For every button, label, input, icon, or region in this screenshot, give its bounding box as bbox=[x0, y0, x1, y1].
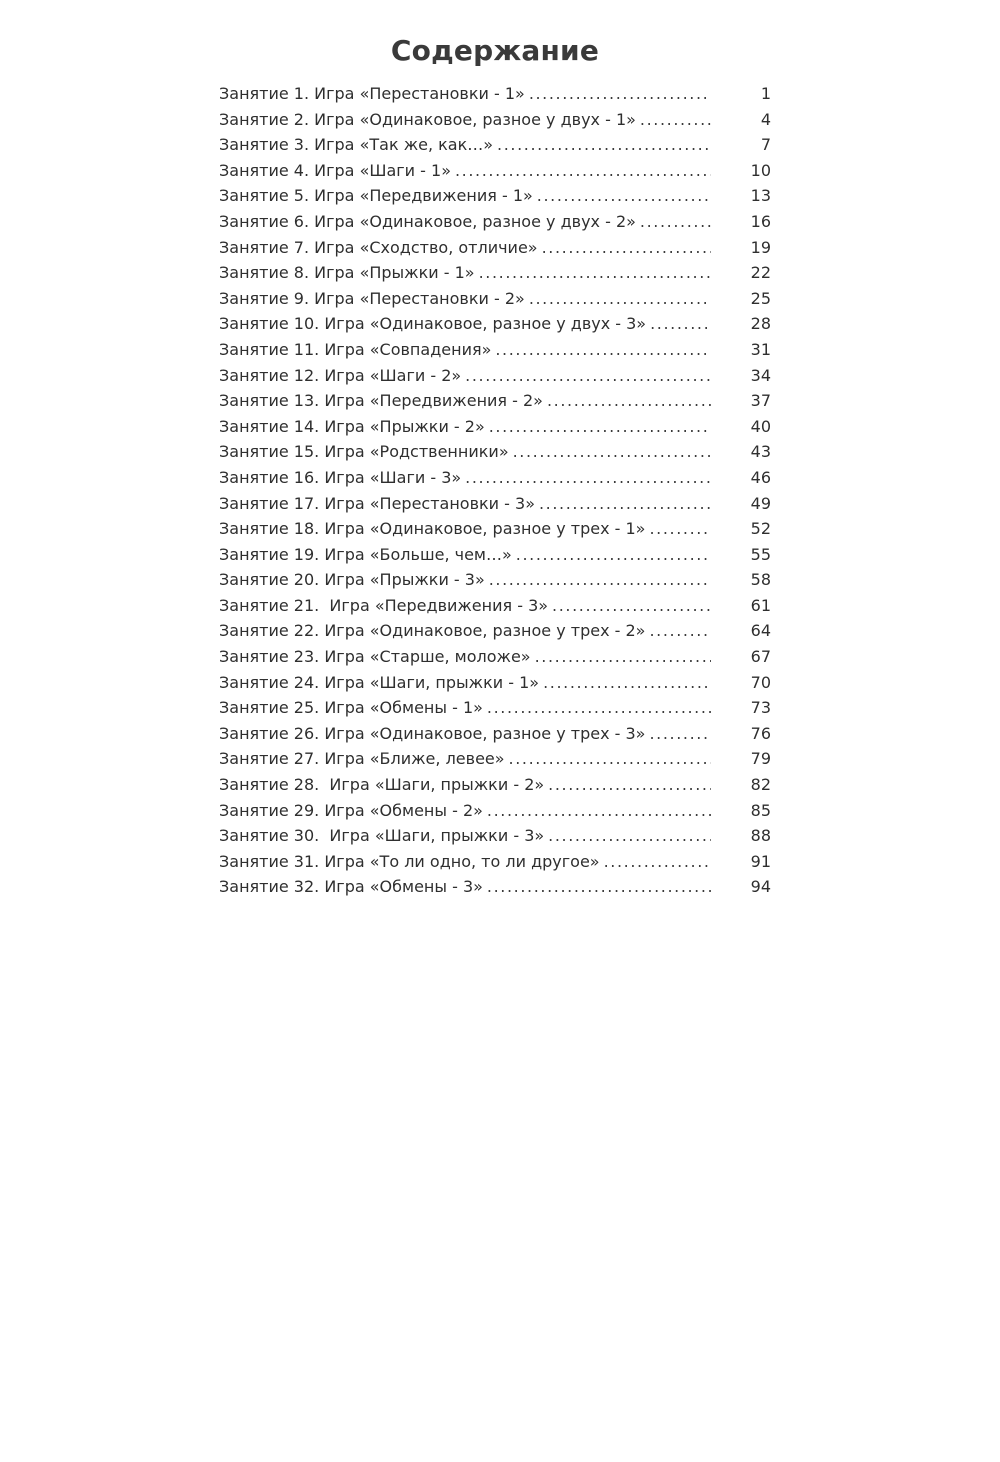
toc-entry-25[interactable] bbox=[219, 698, 771, 724]
toc-page-number: 40 bbox=[750, 416, 771, 436]
toc-entry-text: Занятие 11. Игра «Совпадения» bbox=[219, 339, 492, 359]
toc-entry-text: Занятие 32. Игра «Обмены - 3» bbox=[219, 877, 483, 897]
dot-leader bbox=[640, 212, 711, 231]
toc-page-number: 70 bbox=[750, 672, 771, 692]
dot-leader bbox=[487, 801, 711, 820]
dot-leader bbox=[552, 596, 711, 615]
toc-entry-17[interactable] bbox=[219, 494, 771, 520]
toc-page-number: 49 bbox=[750, 493, 771, 513]
toc-entry-label bbox=[219, 494, 711, 513]
dot-leader bbox=[649, 724, 711, 743]
dot-leader bbox=[529, 84, 711, 103]
toc-entry-3[interactable] bbox=[219, 135, 771, 161]
toc-page-number: 25 bbox=[750, 288, 771, 308]
toc-entry-32[interactable] bbox=[219, 877, 771, 903]
toc-entry-text: Занятие 1. Игра «Перестановки - 1» bbox=[219, 84, 525, 103]
dot-leader bbox=[489, 570, 711, 589]
toc-page-number: 37 bbox=[750, 391, 771, 411]
toc-entry-28[interactable] bbox=[219, 775, 771, 801]
toc-entry-2[interactable] bbox=[219, 110, 771, 136]
toc-page-number: 76 bbox=[750, 723, 771, 743]
toc-entry-label bbox=[219, 442, 711, 461]
dot-leader bbox=[649, 621, 711, 640]
toc-page-number: 10 bbox=[750, 160, 771, 180]
dot-leader bbox=[604, 852, 711, 871]
toc-entry-label bbox=[219, 468, 711, 487]
toc-page-number: 82 bbox=[750, 775, 771, 795]
toc-page-number: 73 bbox=[750, 698, 771, 718]
toc-entry-31[interactable] bbox=[219, 852, 771, 878]
toc-entry-19[interactable] bbox=[219, 545, 771, 571]
toc-entry-26[interactable] bbox=[219, 724, 771, 750]
toc-entry-text: Занятие 5. Игра «Передвижения - 1» bbox=[219, 186, 533, 206]
dot-leader bbox=[535, 647, 711, 666]
table-of-contents bbox=[219, 84, 771, 903]
dot-leader bbox=[640, 110, 711, 129]
toc-entry-label bbox=[219, 84, 711, 103]
dot-leader bbox=[649, 519, 711, 538]
toc-page-number: 58 bbox=[750, 570, 771, 590]
toc-page-number: 94 bbox=[750, 877, 771, 897]
toc-entry-text: Занятие 6. Игра «Одинаковое, разное у двух - 2» bbox=[219, 211, 636, 231]
toc-page-number: 85 bbox=[750, 800, 771, 820]
toc-entry-text: Занятие 12. Игра «Шаги - 2» bbox=[219, 365, 462, 385]
toc-entry-text: Занятие 23. Игра «Старше, моложе» bbox=[219, 647, 531, 667]
dot-leader bbox=[487, 698, 711, 717]
toc-page-number: 7 bbox=[760, 135, 771, 155]
toc-entry-label bbox=[219, 161, 711, 180]
toc-entry-label bbox=[219, 621, 711, 640]
toc-entry-label bbox=[219, 366, 711, 385]
dot-leader bbox=[513, 442, 711, 461]
dot-leader bbox=[465, 366, 711, 385]
toc-entry-6[interactable] bbox=[219, 212, 771, 238]
toc-entry-text: Занятие 2. Игра «Одинаковое, разное у двух - 1» bbox=[219, 109, 636, 129]
toc-entry-label bbox=[219, 673, 711, 692]
toc-page-number: 13 bbox=[750, 186, 771, 206]
toc-entry-21[interactable] bbox=[219, 596, 771, 622]
dot-leader bbox=[479, 263, 711, 282]
toc-entry-18[interactable] bbox=[219, 519, 771, 545]
toc-entry-11[interactable] bbox=[219, 340, 771, 366]
toc-entry-label bbox=[219, 314, 711, 333]
dot-leader bbox=[509, 749, 711, 768]
toc-entry-text: Занятие 25. Игра «Обмены - 1» bbox=[219, 698, 483, 718]
toc-entry-14[interactable] bbox=[219, 417, 771, 443]
toc-entry-text: Занятие 3. Игра «Так же, как…» bbox=[219, 135, 494, 155]
dot-leader bbox=[547, 391, 711, 410]
toc-page-number: 34 bbox=[750, 365, 771, 385]
toc-entry-label bbox=[219, 749, 711, 768]
toc-entry-label bbox=[219, 545, 711, 564]
dot-leader bbox=[537, 186, 711, 205]
toc-entry-text: Занятие 21. Игра «Передвижения - 3» bbox=[219, 595, 549, 615]
dot-leader bbox=[465, 468, 711, 487]
dot-leader bbox=[487, 877, 711, 896]
toc-entry-7[interactable] bbox=[219, 238, 771, 264]
toc-entry-29[interactable] bbox=[219, 801, 771, 827]
toc-entry-text: Занятие 4. Игра «Шаги - 1» bbox=[219, 160, 451, 180]
toc-entry-15[interactable] bbox=[219, 442, 771, 468]
toc-page-number: 1 bbox=[760, 84, 771, 103]
toc-entry-13[interactable] bbox=[219, 391, 771, 417]
toc-entry-text: Занятие 9. Игра «Перестановки - 2» bbox=[219, 288, 525, 308]
toc-entry-label bbox=[219, 647, 711, 666]
toc-page-number: 79 bbox=[750, 749, 771, 769]
toc-entry-label bbox=[219, 826, 711, 845]
toc-page-number: 43 bbox=[750, 442, 771, 462]
toc-entry-label bbox=[219, 186, 711, 205]
toc-page-number: 64 bbox=[750, 621, 771, 641]
toc-entry-1[interactable] bbox=[219, 84, 771, 110]
toc-page-number: 55 bbox=[750, 544, 771, 564]
toc-page-number: 67 bbox=[750, 647, 771, 667]
toc-page-number: 46 bbox=[750, 467, 771, 487]
toc-entry-5[interactable] bbox=[219, 186, 771, 212]
toc-entry-label bbox=[219, 263, 711, 282]
toc-entry-text: Занятие 28. Игра «Шаги, прыжки - 2» bbox=[219, 775, 545, 795]
toc-page-number: 22 bbox=[750, 263, 771, 283]
toc-entry-label bbox=[219, 698, 711, 717]
toc-entry-text: Занятие 7. Игра «Сходство, отличие» bbox=[219, 237, 538, 257]
toc-entry-text: Занятие 15. Игра «Родственники» bbox=[219, 442, 509, 462]
toc-entry-text: Занятие 19. Игра «Больше, чем…» bbox=[219, 544, 512, 564]
toc-entry-text: Занятие 10. Игра «Одинаковое, разное у двух - 3» bbox=[219, 314, 647, 334]
page-title: Содержание bbox=[390, 34, 600, 67]
dot-leader bbox=[539, 494, 711, 513]
toc-entry-label bbox=[219, 110, 711, 129]
toc-entry-label bbox=[219, 391, 711, 410]
dot-leader bbox=[516, 545, 711, 564]
toc-entry-label bbox=[219, 801, 711, 820]
toc-page-number: 52 bbox=[750, 519, 771, 539]
toc-entry-label bbox=[219, 289, 711, 308]
toc-entry-22[interactable] bbox=[219, 621, 771, 647]
toc-entry-label bbox=[219, 852, 711, 871]
toc-entry-text: Занятие 13. Игра «Передвижения - 2» bbox=[219, 391, 543, 411]
toc-entry-text: Занятие 16. Игра «Шаги - 3» bbox=[219, 467, 462, 487]
toc-entry-label bbox=[219, 340, 711, 359]
toc-entry-label bbox=[219, 212, 711, 231]
toc-page-number: 28 bbox=[750, 314, 771, 334]
toc-entry-label bbox=[219, 238, 711, 257]
toc-entry-27[interactable] bbox=[219, 749, 771, 775]
toc-entry-text: Занятие 8. Игра «Прыжки - 1» bbox=[219, 263, 475, 283]
toc-page-number: 19 bbox=[750, 237, 771, 257]
faded-bleed-through bbox=[270, 938, 710, 952]
toc-entry-23[interactable] bbox=[219, 647, 771, 673]
toc-entry-text: Занятие 29. Игра «Обмены - 2» bbox=[219, 800, 483, 820]
dot-leader bbox=[497, 135, 711, 154]
toc-page-number: 91 bbox=[750, 851, 771, 871]
toc-entry-16[interactable] bbox=[219, 468, 771, 494]
toc-page-number: 88 bbox=[750, 826, 771, 846]
dot-leader bbox=[650, 314, 711, 333]
toc-entry-label bbox=[219, 417, 711, 436]
toc-page-number: 16 bbox=[750, 211, 771, 231]
dot-leader bbox=[489, 417, 711, 436]
dot-leader bbox=[455, 161, 711, 180]
toc-entry-text: Занятие 30. Игра «Шаги, прыжки - 3» bbox=[219, 826, 545, 846]
toc-entry-text: Занятие 14. Игра «Прыжки - 2» bbox=[219, 416, 485, 436]
toc-entry-text: Занятие 27. Игра «Ближе, левее» bbox=[219, 749, 505, 769]
dot-leader bbox=[543, 673, 711, 692]
toc-entry-text: Занятие 31. Игра «То ли одно, то ли другое» bbox=[219, 851, 600, 871]
toc-entry-text: Занятие 22. Игра «Одинаковое, разное у трех - 2» bbox=[219, 621, 646, 641]
dot-leader bbox=[495, 340, 711, 359]
toc-entry-10[interactable] bbox=[219, 314, 771, 340]
toc-entry-12[interactable] bbox=[219, 366, 771, 392]
toc-entry-label bbox=[219, 775, 711, 794]
toc-entry-4[interactable] bbox=[219, 161, 771, 187]
toc-entry-8[interactable] bbox=[219, 263, 771, 289]
toc-entry-label bbox=[219, 596, 711, 615]
toc-page-number: 61 bbox=[750, 595, 771, 615]
dot-leader bbox=[529, 289, 711, 308]
toc-page-number: 31 bbox=[750, 339, 771, 359]
dot-leader bbox=[548, 826, 711, 845]
toc-entry-label bbox=[219, 135, 711, 154]
toc-entry-label bbox=[219, 570, 711, 589]
toc-entry-9[interactable] bbox=[219, 289, 771, 315]
toc-entry-30[interactable] bbox=[219, 826, 771, 852]
toc-entry-24[interactable] bbox=[219, 673, 771, 699]
toc-entry-text: Занятие 17. Игра «Перестановки - 3» bbox=[219, 493, 535, 513]
dot-leader bbox=[548, 775, 711, 794]
toc-entry-label bbox=[219, 877, 711, 896]
toc-entry-label bbox=[219, 724, 711, 743]
toc-entry-text: Занятие 24. Игра «Шаги, прыжки - 1» bbox=[219, 672, 540, 692]
toc-entry-20[interactable] bbox=[219, 570, 771, 596]
toc-page-number: 4 bbox=[760, 109, 771, 129]
toc-entry-label bbox=[219, 519, 711, 538]
toc-entry-text: Занятие 20. Игра «Прыжки - 3» bbox=[219, 570, 485, 590]
dot-leader bbox=[542, 238, 711, 257]
toc-entry-text: Занятие 18. Игра «Одинаковое, разное у трех - 1» bbox=[219, 519, 646, 539]
toc-entry-text: Занятие 26. Игра «Одинаковое, разное у трех - 3» bbox=[219, 723, 646, 743]
